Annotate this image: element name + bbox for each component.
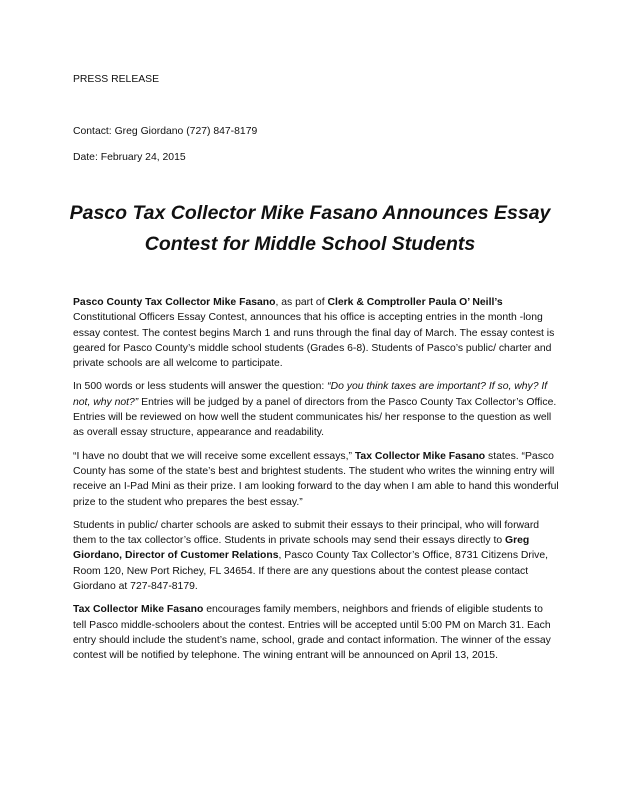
paragraph-4-text-2: , Pasco County Tax Collector’s Office, 8731 Citizens Drive, Room 120, New Port Richey, FL 34654. If there are any questions about the contest please contact Giordano at 727-847-8179. bbox=[73, 550, 549, 593]
paragraph-3-text-2: states. “Pasco County has some of the state’s best and brightest students. The student who writes the winning entry will receive an I-Pad Mini as their prize. I am looking forward to the day when I am able to hand this wonderful prize to the student who prepares the best essay.” bbox=[73, 450, 559, 508]
headline bbox=[40, 198, 580, 260]
paragraph-5 bbox=[73, 602, 559, 663]
contact-line: Contact: Greg Giordano (727) 847-8179 bbox=[73, 126, 258, 137]
paragraph-3-text-1: “I have no doubt that we will receive some excellent essays,” bbox=[73, 450, 355, 462]
paragraph-1-bold-2: Clerk & Comptroller Paula O’ Neill’s bbox=[327, 297, 503, 308]
paragraph-4-bold-1: Greg Giordano, Director of Customer Relations bbox=[73, 535, 530, 562]
paragraph-1 bbox=[73, 295, 559, 371]
paragraph-1-text-1: , as part of bbox=[275, 297, 328, 308]
headline-line-2: Contest for Middle School Students bbox=[144, 233, 476, 255]
press-release-label: PRESS RELEASE bbox=[73, 74, 160, 85]
paragraph-3 bbox=[73, 449, 559, 510]
paragraph-1-text-2: Constitutional Officers Essay Contest, announces that his office is accepting entries in the month -long essay contest. The contest begins March 1 and runs through the final day of March. The essay contest is geared for Pasco County’s middle school students (Grades 6-8). Students of Pasco’s public/ charter and private schools are all welcome to participate. bbox=[73, 312, 555, 370]
paragraph-2-text-1: In 500 words or less students will answer the question: bbox=[73, 381, 328, 393]
paragraph-3-bold-1: Tax Collector Mike Fasano bbox=[354, 450, 486, 462]
paragraph-5-bold-1: Tax Collector Mike Fasano bbox=[73, 604, 204, 616]
paragraph-2-question: “Do you think taxes are important? If so, why? If not, why not?” bbox=[73, 381, 548, 408]
paragraph-2-text-2: Entries will be judged by a panel of directors from the Pasco County Tax Collector’s Office. Entries will be reviewed on how well the student communicates his/ her response to the question as well as overall essay structure, appearance and readability. bbox=[73, 396, 557, 439]
paragraph-5-text-1: encourages family members, neighbors and friends of eligible students to tell Pasco middle-schoolers about the contest. Entries will be accepted until 5:00 PM on March 31. Each entry should include the student’s name, school, grade and contact information. The winner of the essay contest will be notified by telephone. The wining entrant will be announced on April 13, 2015. bbox=[73, 604, 551, 662]
body-text bbox=[73, 295, 559, 672]
headline-line-1: Pasco Tax Collector Mike Fasano Announces Essay bbox=[69, 202, 551, 224]
paragraph-1-bold-1: Pasco County Tax Collector Mike Fasano bbox=[73, 297, 276, 308]
date-line: Date: February 24, 2015 bbox=[73, 152, 186, 163]
paragraph-4 bbox=[73, 518, 559, 594]
paragraph-2 bbox=[73, 379, 559, 440]
paragraph-4-text-1: Students in public/ charter schools are asked to submit their essays to their principal, who will forward them to the tax collector’s office. Students in private schools may send their essays directly to bbox=[73, 519, 540, 547]
